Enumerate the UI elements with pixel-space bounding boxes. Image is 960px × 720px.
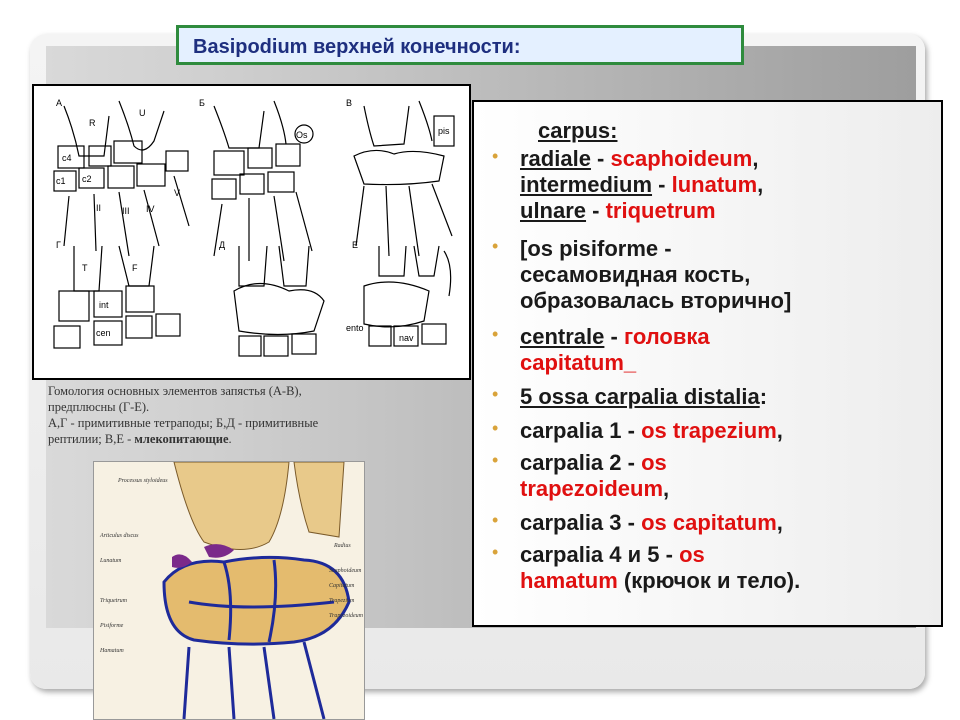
label-v-roman: V: [174, 188, 181, 198]
bullet-7: carpalia 3 - os capitatum,: [520, 510, 783, 535]
diagram-caption: [48, 383, 378, 447]
label-nav: nav: [399, 333, 414, 343]
wrist-label-4: Triquetrum: [100, 598, 128, 604]
caption-line-2: предплюсны (Г-Е).: [48, 400, 150, 414]
wrist-label-10: Trapezium: [329, 598, 355, 604]
bullet-icon: •: [492, 324, 499, 344]
bullet-icon: •: [492, 236, 499, 256]
label-d: Д: [219, 240, 226, 250]
label-os: Оs: [296, 130, 308, 140]
wrist-label-11: Trapezoideum: [329, 613, 364, 619]
label-iv: IV: [146, 204, 155, 214]
label-cen: cen: [96, 328, 111, 338]
wrist-label-2: Articulus discus: [100, 533, 139, 539]
label-c2: c2: [82, 174, 92, 184]
label-g: Г: [56, 240, 61, 250]
label-b: Б: [199, 98, 205, 108]
wrist-anatomy-drawing: [94, 462, 364, 719]
label-ento: ento: [346, 323, 364, 333]
wrist-label-3: Lunatum: [100, 558, 122, 564]
bullet-5: carpalia 1 - os trapezium,: [520, 418, 783, 443]
label-r: R: [89, 118, 96, 128]
carpus-text-panel: [472, 100, 943, 627]
bullet-icon: •: [492, 146, 499, 166]
wrist-label-5: Pisiforme: [100, 623, 124, 629]
bullet-2: [os pisiforme - сесамовидная кость, образовалась вторично]: [520, 236, 792, 313]
carpus-homology-diagram: [34, 86, 469, 378]
carpus-heading: [538, 118, 617, 144]
carpus-word: carpus:: [538, 118, 618, 143]
bullet-1: radiale - scaphoideum, intermedium - lunatum, ulnare - triquetrum: [520, 146, 764, 223]
label-t: T: [82, 263, 88, 273]
caption-mammals: млекопитающие: [134, 432, 229, 446]
label-v: В: [346, 98, 353, 108]
bullet-icon: •: [492, 418, 499, 438]
label-u: U: [139, 108, 146, 118]
caption-line-4: [48, 431, 378, 447]
label-iii: III: [122, 206, 130, 216]
label-pis: pis: [438, 126, 450, 136]
wrist-label-8: Scaphoideum: [329, 568, 362, 574]
caption-line-4c: .: [228, 432, 232, 446]
bullet-icon: •: [492, 450, 499, 470]
title-box: [176, 25, 744, 65]
bullet-icon: •: [492, 384, 499, 404]
bullet-3: centrale - головка capitatum_: [520, 324, 710, 375]
bullet-4: 5 ossa carpalia distalia:: [520, 384, 768, 409]
bullet-6: carpalia 2 - os trapezoideum,: [520, 450, 670, 501]
wrist-label-6: Hamatum: [100, 648, 124, 654]
wrist-label-1: Processus styloideus: [118, 478, 168, 484]
bullet-8: carpalia 4 и 5 - os hamatum (крючок и тело).: [520, 542, 801, 593]
label-e: Е: [352, 240, 359, 250]
label-a: А: [56, 98, 63, 108]
label-c4: c4: [62, 153, 72, 163]
bullet-icon: •: [492, 542, 499, 562]
caption-line-3: А,Г - примитивные тетраподы; Б,Д - примитивные: [48, 416, 319, 430]
label-f: F: [132, 263, 138, 273]
wrist-anatomy-illustration: [93, 461, 365, 720]
caption-line-1: Гомология основных элементов запястья (А-В),: [48, 384, 302, 398]
caption-line-4a: рептилии; В,Е -: [48, 432, 135, 446]
bullet-icon: •: [492, 510, 499, 530]
label-ii: II: [96, 203, 102, 213]
label-int: int: [99, 300, 109, 310]
carpus-diagram-panel: [32, 84, 471, 380]
slide-title: Basipodium верхней конечности:: [193, 36, 521, 58]
wrist-label-7: Radius: [334, 543, 351, 549]
wrist-label-9: Capitatum: [329, 583, 355, 589]
label-c1: c1: [56, 176, 66, 186]
